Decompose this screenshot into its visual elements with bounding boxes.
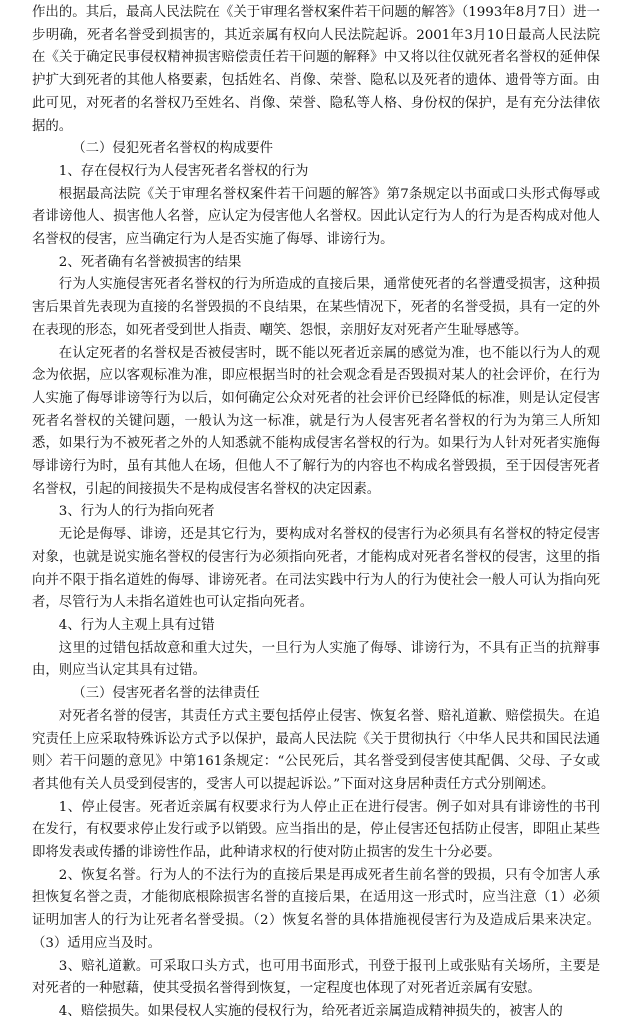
paragraph-apology: 3、赔礼道歉。可采取口头方式，也可用书面形式，刊登于报刊上或张贴有关场所，主要是对死者的一种慰藉，使其受损名誉得到恢复，一定程度也体现了对死者近亲属有安慰。 — [32, 958, 600, 997]
paragraph-legal-basis-continued: 作出的。其后，最高人民法院在《关于审理名誉权案件若干问题的解答》（1993年8月7日）进一步明确，死者名誉受到损害的，其近亲属有权向人民法院起诉。2001年3月10日最高人民法院在《关于确定民事侵权精神损害赔偿责任若干问题的解释》中又将以往仅就死者名誉权的延伸保护扩大到死者的其他人格要素，包括姓名、肖像、荣誉、隐私以及死者的遗体、遗骨等方面。由此可见，对死者的名誉权乃至姓名、肖像、荣誉、隐私等人格、身份权的保护，是有充分法律依据的。 — [32, 5, 600, 134]
subheading-subjective-fault: 4、行为人主观上具有过错 — [58, 617, 215, 633]
paragraph-damage-standard: 在认定死者的名誉权是否被侵害时，既不能以死者近亲属的感觉为准，也不能以行为人的观念为依据，应以客观标准为准，即应根据当时的社会观念看是否毁损对某人的社会评价，在行为人实施了侮辱诽谤等行为以后，如何确定公众对死者的社会评价已经降低的标准，则是认定侵害死者名誉权的关键问题，一般认为这一标准，就是行为人侵害死者名誉权的行为为第三人所知悉，如果行为不被死者之外的人知悉就不能构成侵害名誉权的行为。如果行为人针对死者实施侮辱诽谤行为时，虽有其他人在场，但他人不了解行为的内容也不构成名誉毁损，至于因侵害死者名誉权，引起的间接损失不是构成侵害名誉权的决定因素。 — [32, 345, 600, 497]
subheading-damage-result: 2、死者确有名誉被损害的结果 — [58, 254, 242, 270]
paragraph-compensation: 4、赔偿损失。如果侵权人实施的侵权行为，给死者近亲属造成精神损失的，被害人的 — [58, 1003, 563, 1019]
paragraph-subjective-fault: 这里的过错包括故意和重大过失，一旦行为人实施了侮辱、诽谤行为，不具有正当的抗辩事由，则应当认定其具有过错。 — [32, 640, 600, 679]
section-heading-legal-liability: （三）侵害死者名誉的法律责任 — [72, 686, 260, 702]
paragraph-stop-infringement: 1、停止侵害。死者近亲属有权要求行为人停止正在进行侵害。例子如对具有诽谤性的书刊在发行，有权要求停止发行或予以销毁。应当指出的是，停止侵害还包括防止侵害，即阻止某些即将发表或传播的诽谤性作品，此种请求权的行使对防止损害的发生十分必要。 — [32, 799, 600, 861]
paragraph-damage-result: 行为人实施侵害死者名誉权的行为所造成的直接后果，通常使死者的名誉遭受损害，这种损害后果首先表现为直接的名誉毁损的不良结果，在某些情况下，死者的名誉受损，具有一定的外在表现的形态，如死者受到世人指责、嘲笑、怨恨，亲朋好友对死者产生耻辱感等。 — [32, 277, 600, 338]
subheading-infringing-act: 1、存在侵权行为人侵害死者名誉权的行为 — [58, 163, 309, 179]
subheading-act-directed-at-deceased: 3、行为人的行为指向死者 — [58, 504, 215, 520]
paragraph-liability-forms: 对死者名誉的侵害，其责任方式主要包括停止侵害、恢复名誉、赔礼道歉、赔偿损失。在追究责任上应采取特殊诉讼方式予以保护，最高人民法院《关于贯彻执行〈中华人民共和国民法通则〉若干问题的意见》中第161条规定：“公民死后，其名誉受到侵害使其配偶、父母、子女或者其他有关人员受到侵害的，受害人可以提起诉讼。”下面对这身居种责任方式分别阐述。 — [32, 708, 600, 792]
section-heading-constituent-elements: （二）侵犯死者名誉权的构成要件 — [72, 141, 274, 157]
paragraph-act-directed-at-deceased: 无论是侮辱、诽谤，还是其它行为，要构成对名誉权的侵害行为必须具有名誉权的特定侵害对象，也就是说实施名誉权的侵害行为必须指向死者，才能构成对死者名誉权的侵害，这里的指向并不限于指名道姓的侮辱、诽谤死者。在司法实践中行为人的行为使社会一般人可认为指向死者，尽管行为人未指名道姓也可认定指向死者。 — [32, 527, 600, 611]
paragraph-infringing-act: 根据最高法院《关于审理名誉权案件若干问题的解答》第7条规定以书面或口头形式侮辱或者诽谤他人、损害他人名誉，应认定为侵害他人名誉权。因此认定行为人的行为是否构成对他人名誉权的侵害，应当确定行为人是否实施了侮辱、诽谤行为。 — [32, 186, 600, 248]
paragraph-restore-reputation: 2、恢复名誉。行为人的不法行为的直接后果是再成死者生前名誉的毁损，只有令加害人承担恢复名誉之责，才能彻底根除损害名誉的直接后果，在适用这一形式时，应当注意（1）必须证明加害人的行为让死者名誉受损。（2）恢复名誉的具体措施视侵害行为及造成后果来决定。（3）适用应当及时。 — [32, 867, 600, 951]
